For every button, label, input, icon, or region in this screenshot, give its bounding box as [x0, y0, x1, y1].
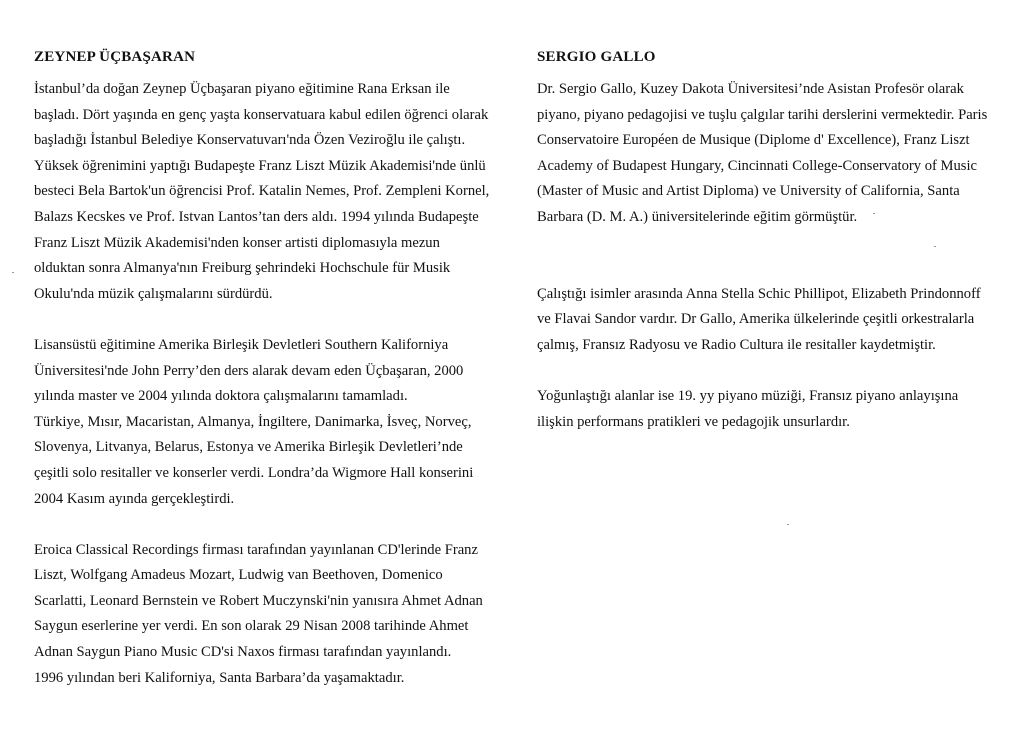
zeynep-p3-line: Scarlatti, Leonard Bernstein ve Robert Muczynski'nin yanısıra Ahmet Adnan [34, 592, 483, 609]
paragraph-gap [34, 307, 514, 333]
paragraph-gap [537, 256, 997, 282]
zeynep-p2-line: Üniversitesi'nde John Perry’den ders alarak devam eden Üçbaşaran, 2000 [34, 362, 464, 379]
zeynep-p2-line: 2004 Kasım ayında gerçekleştirdi. [34, 490, 235, 507]
sergio-p2-line: ve Flavai Sandor vardır. Dr Gallo, Amerika ülkelerinde çeşitli orkestralarla [537, 311, 975, 328]
zeynep-p1-line: başladığı İstanbul Belediye Konservatuvarı'nda Özen Veziroğlu ile çalıştı. [34, 132, 466, 149]
zeynep-p2-line: çeşitli solo resitaller ve konserler verdi. Londra’da Wigmore Hall konserini [34, 464, 474, 481]
zeynep-p1-line: Okulu'nda müzik çalışmalarını sürdürdü. [34, 285, 273, 302]
paragraph-gap [537, 359, 997, 385]
sergio-bio-paragraph-1 [537, 77, 997, 231]
scan-speck-mark [873, 213, 875, 214]
zeynep-ucbasaran-bio-column [34, 48, 514, 691]
sergio-p2-line: Çalıştığı isimler arasında Anna Stella Schic Phillipot, Elizabeth Prindonnoff [537, 285, 981, 302]
zeynep-p3-line: Adnan Saygun Piano Music CD'si Naxos firması tarafından yayınlandı. [34, 644, 452, 661]
zeynep-bio-paragraph-2 [34, 333, 514, 512]
sergio-bio-paragraph-3 [537, 384, 997, 435]
sergio-p2-line: çalmış, Fransız Radyosu ve Radio Cultura ile resitaller kaydetmiştir. [537, 336, 936, 353]
sergio-p1-line: Dr. Sergio Gallo, Kuzey Dakota Üniversitesi’nde Asistan Profesör olarak [537, 81, 964, 97]
zeynep-bio-paragraph-3 [34, 538, 514, 692]
zeynep-p3-line: 1996 yılından beri Kaliforniya, Santa Barbara’da yaşamaktadır. [34, 669, 405, 686]
zeynep-p1-line: besteci Bela Bartok'un öğrencisi Prof. Katalin Nemes, Prof. Zempleni Kornel, [34, 183, 490, 200]
zeynep-p3-line: Liszt, Wolfgang Amadeus Mozart, Ludwig van Beethoven, Domenico [34, 567, 443, 584]
zeynep-p2-line: Türkiye, Mısır, Macaristan, Almanya, İngiltere, Danimarka, İsveç, Norveç, [34, 413, 472, 430]
sergio-bio-paragraph-2 [537, 282, 997, 359]
zeynep-p1-line: Yüksek öğrenimini yaptığı Budapeşte Franz Liszt Müzik Akademisi'nde ünlü [34, 157, 486, 174]
zeynep-bio-paragraph-1 [34, 77, 514, 307]
paragraph-gap [537, 231, 997, 257]
sergio-p1-line: (Master of Music and Artist Diploma) ve University of California, Santa [537, 183, 960, 200]
scan-speck-mark [12, 272, 14, 273]
zeynep-p1-line: olduktan sonra Almanya'nın Freiburg şehrindeki Hochschule für Musik [34, 260, 451, 277]
zeynep-p3-line: Eroica Classical Recordings firması tarafından yayınlanan CD'lerinde Franz [34, 541, 478, 558]
sergio-p1-line: Academy of Budapest Hungary, Cincinnati College-Conservatory of Music [537, 157, 978, 174]
zeynep-p1-line: Balazs Kecskes ve Prof. Istvan Lantos’tan ders aldı. 1994 yılında Budapeşte [34, 208, 479, 225]
scan-speck-mark [934, 246, 936, 247]
paragraph-gap [34, 512, 514, 538]
zeynep-p1-line: başladı. Dört yaşında en genç yaşta konservatuara kabul edilen öğrenci olarak [34, 106, 489, 123]
sergio-gallo-name-heading: SERGIO GALLO [537, 49, 656, 65]
zeynep-p2-line: Slovenya, Litvanya, Belarus, Estonya ve Amerika Birleşik Devletleri’nde [34, 439, 463, 456]
sergio-p1-line: Barbara (D. M. A.) üniversitelerinde eğitim görmüştür. [537, 208, 858, 225]
sergio-p3-line: ilişkin performans pratikleri ve pedagojik unsurlardır. [537, 413, 850, 430]
zeynep-p2-line: Lisansüstü eğitimine Amerika Birleşik Devletleri Southern Kaliforniya [34, 336, 449, 353]
sergio-p1-line: Conservatoire Européen de Musique (Diplome d' Excellence), Franz Liszt [537, 132, 970, 149]
scan-speck-mark [787, 524, 789, 525]
zeynep-p1-line: İstanbul’da doğan Zeynep Üçbaşaran piyano eğitimine Rana Erksan ile [34, 81, 450, 97]
zeynep-p3-line: Saygun eserlerine yer verdi. En son olarak 29 Nisan 2008 tarihinde Ahmet [34, 618, 469, 635]
zeynep-ucbasaran-name-heading: ZEYNEP ÜÇBAŞARAN [34, 49, 196, 65]
sergio-p3-line: Yoğunlaştığı alanlar ise 19. yy piyano müziği, Fransız piyano anlayışına [537, 388, 959, 405]
sergio-gallo-bio-column [537, 48, 997, 435]
zeynep-p1-line: Franz Liszt Müzik Akademisi'nden konser artisti diplomasıyla mezun [34, 234, 440, 251]
zeynep-p2-line: yılında master ve 2004 yılında doktora çalışmalarını tamamladı. [34, 388, 408, 405]
sergio-p1-line: piyano, piyano pedagojisi ve tuşlu çalgılar tarihi derslerini vermektedir. Paris [537, 106, 988, 123]
